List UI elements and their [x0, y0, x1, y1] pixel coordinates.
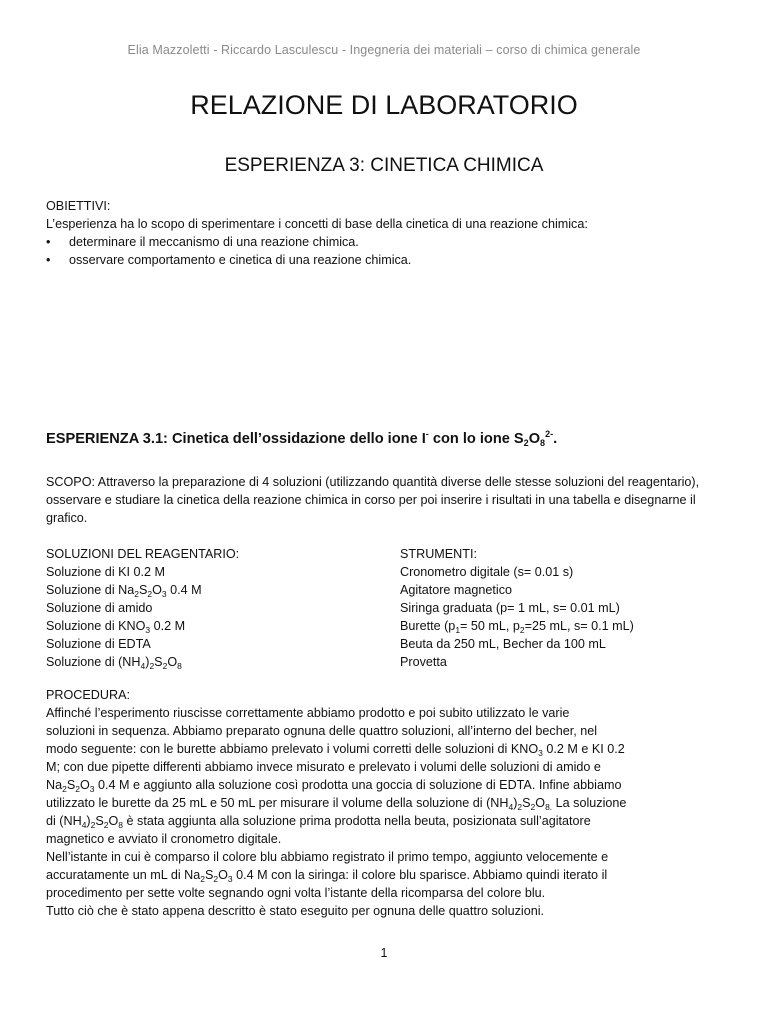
instrument-item: Cronometro digitale (s= 0.01 s) [400, 565, 574, 579]
text-part: S [66, 778, 76, 792]
formula-part: 0.4 M [166, 583, 202, 597]
procedure-heading: PROCEDURA: [46, 688, 130, 702]
text-part: = 50 mL, p [460, 619, 520, 633]
reagent-item: Soluzione di EDTA [46, 637, 151, 651]
subscript: 4 [140, 661, 146, 671]
subscript: 2 [90, 820, 96, 830]
subscript: 2 [213, 874, 219, 884]
reagents-heading: SOLUZIONI DEL REAGENTARIO: [46, 547, 240, 561]
formula-part: . [553, 431, 558, 447]
formula-part: O [152, 583, 162, 597]
formula-part: Soluzione di Na [46, 583, 135, 597]
formula-part: Soluzione di (NH [46, 655, 141, 669]
formula-part: O [167, 655, 178, 669]
page-number: 1 [380, 946, 388, 960]
instrument-item: Beuta da 250 mL, Becher da 100 mL [400, 637, 606, 651]
paragraph-line: Affinché l’esperimento riuscisse correttamente abbiamo prodotto e poi subito utilizzato le varie [46, 706, 570, 720]
text-part: 0.2 M e KI 0.2 [542, 742, 625, 756]
paragraph-line [46, 740, 726, 758]
subscript: 8 [540, 438, 546, 448]
list-item-text: osservare comportamento e cinetica di una reazione chimica. [69, 253, 412, 267]
instrument-item: Agitatore magnetico [400, 583, 513, 597]
text-part: utilizzato le burette da 25 mL e 50 mL per misurare il volume della soluzione di (NH [46, 796, 509, 810]
text-part: O [535, 796, 546, 810]
subscript: 3 [538, 748, 543, 758]
subscript: 2 [75, 784, 80, 794]
text-part: di (NH [46, 814, 82, 828]
text-part: accuratamente un mL di Na [46, 868, 201, 882]
bullet-icon: • [46, 253, 51, 267]
subscript: 3 [89, 784, 95, 794]
objectives-section [46, 197, 726, 269]
reagents-list [46, 545, 386, 671]
document-title: RELAZIONE DI LABORATORIO [190, 90, 578, 120]
instrument-item [400, 617, 730, 635]
subscript: 2 [519, 625, 525, 635]
text-part: Burette (p [400, 619, 456, 633]
paragraph-line: Tutto ciò che è stato appena descritto è stato eseguito per ognuna delle quattro soluzioni. [46, 904, 545, 918]
list-item [46, 233, 726, 251]
text-part: =25 mL, s= 0.1 mL) [524, 619, 634, 633]
paragraph-line [46, 794, 726, 812]
paragraph-line: soluzioni in sequenza. Abbiamo preparato ognuna delle quattro soluzioni, all’interno del becher, nel [46, 724, 598, 738]
procedure-section [46, 686, 726, 920]
text-part: O [79, 778, 90, 792]
subscript: 2 [162, 661, 168, 671]
objectives-heading: OBIETTIVI: [46, 199, 111, 213]
subscript: 8 [177, 661, 182, 671]
text-part: O [218, 868, 228, 882]
reagent-item: Soluzione di KI 0.2 M [46, 565, 166, 579]
document-subtitle: ESPERIENZA 3: CINETICA CHIMICA [224, 155, 544, 176]
scope-paragraph: SCOPO: Attraverso la preparazione di 4 soluzioni (utilizzando quantità diverse delle stesse soluzioni del reagentario), osservare e studiare la cinetica della reazione chimica in corso per poi inserire i risultati in una tabella e disegnarne il grafico. [46, 475, 700, 525]
paragraph-line: procedimento per sette volte segnando ogni volta l’istante della ricomparsa del colore blu. [46, 886, 546, 900]
formula-part: S [138, 583, 148, 597]
instrument-item: Siringa graduata (p= 1 mL, s= 0.01 mL) [400, 601, 620, 615]
paragraph-line [46, 866, 726, 884]
subscript: 8. [545, 802, 553, 812]
subscript: 2 [149, 661, 155, 671]
reagent-item [46, 653, 386, 671]
subscript: 4 [81, 820, 87, 830]
text-part: ) [86, 814, 91, 828]
text-part: è stata aggiunta alla soluzione prima prodotta nella beuta, posizionata sull’agitatore [123, 814, 591, 828]
objectives-intro: L’esperienza ha lo scopo di sperimentare i concetti di base della cinetica di una reazione chimica: [46, 217, 588, 231]
ion-charge: 2- [545, 429, 554, 440]
subscript: 1 [455, 625, 461, 635]
subscript: 2 [62, 784, 67, 794]
subscript: 2 [200, 874, 205, 884]
text-part: ) [513, 796, 518, 810]
reagent-item: Soluzione di amido [46, 601, 153, 615]
subscript: 4 [508, 802, 514, 812]
instruments-heading: STRUMENTI: [400, 547, 477, 561]
reagent-item [46, 581, 386, 599]
reagent-item [46, 617, 386, 635]
paragraph-line: M; con due pipette differenti abbiamo invece misurato e prelevato i volumi delle soluzioni di amido e [46, 760, 601, 774]
text-part: 0.4 M con la siringa: il colore blu sparisce. Abbiamo quindi iterato il [232, 868, 608, 882]
subscript: 2 [147, 589, 153, 599]
subscript: 2 [103, 820, 109, 830]
instrument-item: Provetta [400, 655, 447, 669]
list-item [46, 251, 726, 269]
text-part: Na [46, 778, 63, 792]
paragraph-line [46, 812, 726, 830]
subscript: 2 [530, 802, 536, 812]
section-heading-middle: con lo ione S [428, 431, 524, 447]
formula-part: 0.2 M [150, 619, 186, 633]
text-part: La soluzione [552, 796, 627, 810]
text-part: S [522, 796, 531, 810]
subscript: 2 [517, 802, 523, 812]
section-heading [46, 431, 726, 447]
list-item-text: determinare il meccanismo di una reazione chimica. [69, 235, 359, 249]
instruments-list [400, 545, 730, 671]
text-part: modo seguente: con le burette abbiamo prelevato i volumi corretti delle soluzioni di KNO [46, 742, 539, 756]
section-heading-prefix: ESPERIENZA 3.1: Cinetica dell’ossidazione dello ione I [46, 431, 426, 447]
paragraph-line: magnetico e avviato il cronometro digitale. [46, 832, 282, 846]
subscript: 3 [227, 874, 233, 884]
iodide-charge: - [425, 429, 429, 440]
text-part: 0.4 M e aggiunto alla soluzione così prodotta una goccia di soluzione di EDTA. Infine abbiamo [94, 778, 622, 792]
formula-part: Soluzione di KNO [46, 619, 146, 633]
objectives-list [46, 233, 726, 269]
bullet-icon: • [46, 235, 51, 249]
text-part: S [95, 814, 104, 828]
text-part: S [204, 868, 214, 882]
running-header: Elia Mazzoletti - Riccardo Lasculescu - Ingegneria dei materiali – corso di chimica generale [127, 43, 641, 57]
formula-part: O [528, 431, 541, 447]
text-part: O [108, 814, 119, 828]
formula-part: ) [145, 655, 150, 669]
paragraph-line [46, 776, 726, 794]
formula-part: S [154, 655, 163, 669]
paragraph-line: Nell’istante in cui è comparso il colore blu abbiamo registrato il primo tempo, aggiunto velocemente e [46, 850, 609, 864]
subscript: 8 [118, 820, 124, 830]
subscript: 2 [134, 589, 139, 599]
subscript: 3 [145, 625, 151, 635]
subscript: 3 [161, 589, 167, 599]
subscript: 2 [523, 438, 529, 448]
